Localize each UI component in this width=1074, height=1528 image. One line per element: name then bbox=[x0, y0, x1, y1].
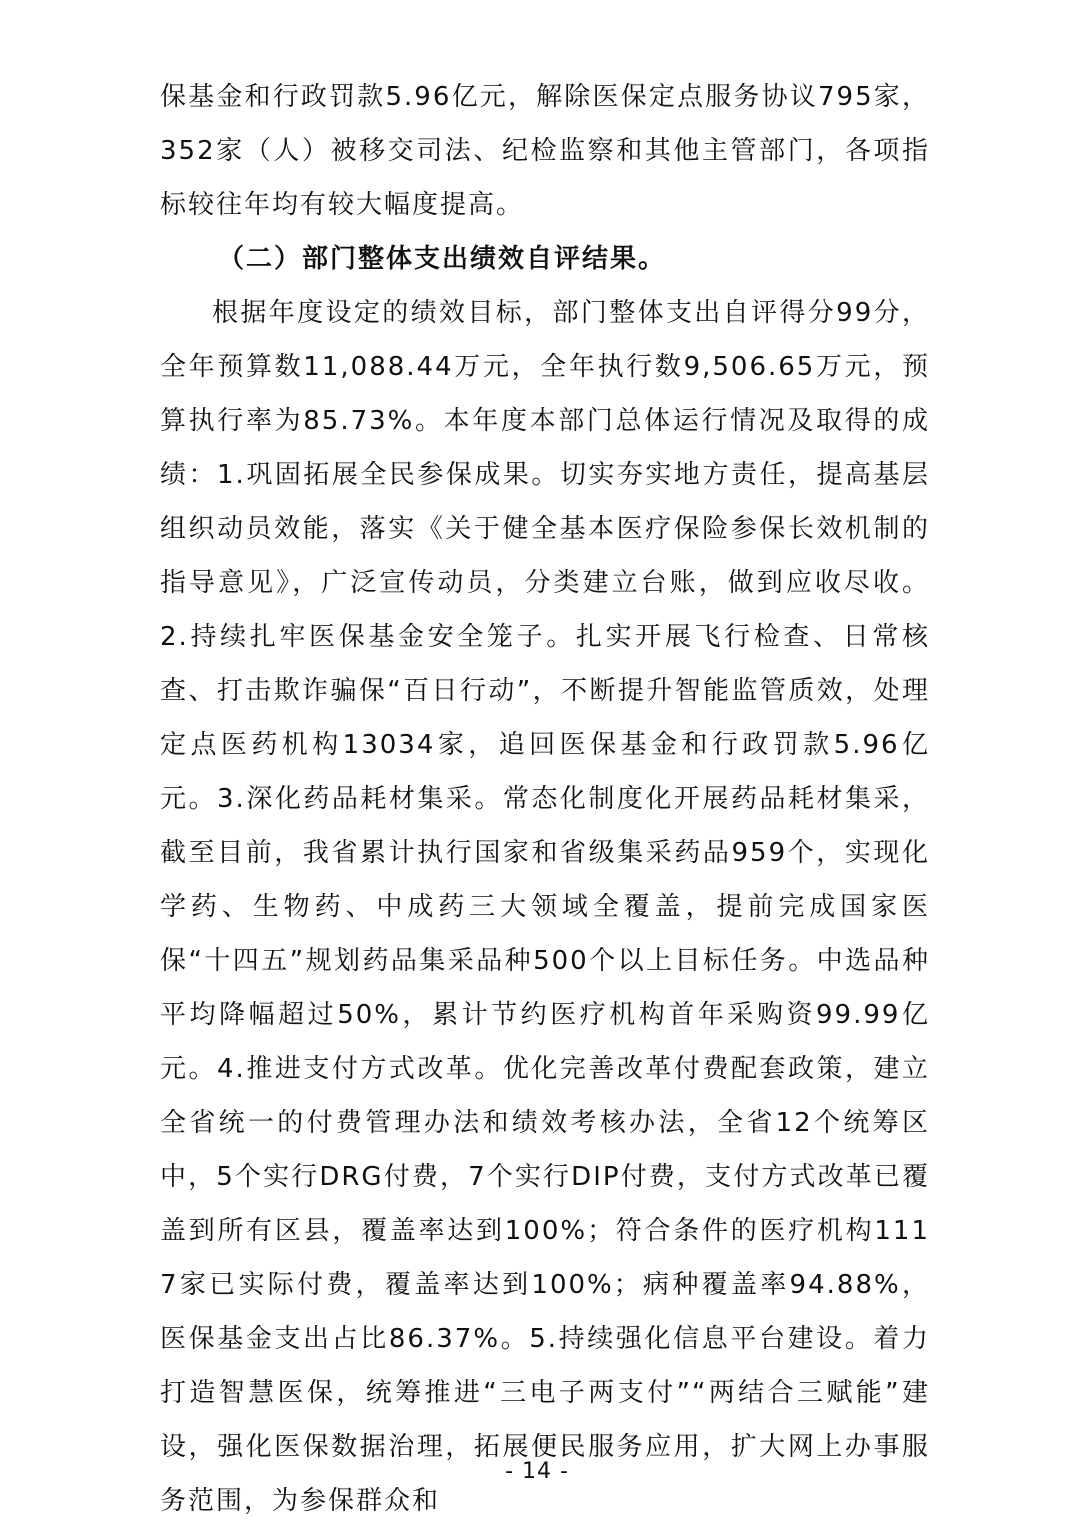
paragraph-self-evaluation: 根据年度设定的绩效目标，部门整体支出自评得分99分，全年预算数11,088.44万元，全年执行数9,506.65万元，预算执行率为85.73%。本年度本部门总体运行情况及取得的成绩：1.巩固拓展全民参保成果。切实夯实地方责任，提高基层组织动员效能，落实《关于健全基本医疗保险参保长效机制的指导意见》，广泛宣传动员，分类建立台账，做到应收尽收。2.持续扎牢医保基金安全笼子。扎实开展飞行检查、日常核查、打击欺诈骗保“百日行动”，不断提升智能监管质效，处理定点医药机构13034家，追回医保基金和行政罚款5.96亿元。3.深化药品耗材集采。常态化制度化开展药品耗材集采，截至目前，我省累计执行国家和省级集采药品959个，实现化学药、生物药、中成药三大领域全覆盖，提前完成国家医保“十四五”规划药品集采品种500个以上目标任务。中选品种平均降幅超过50%，累计节约医疗机构首年采购资99.99亿元。4.推进支付方式改革。优化完善改革付费配套政策，建立全省统一的付费管理办法和绩效考核办法，全省12个统筹区中，5个实行DRG付费，7个实行DIP付费，支付方式改革已覆盖到所有区县，覆盖率达到100%；符合条件的医疗机构1117家已实际付费，覆盖率达到100%；病种覆盖率94.88%，医保基金支出占比86.37%。5.持续强化信息平台建设。着力打造智慧医保，统筹推进“三电子两支付”“两结合三赋能”建设，强化医保数据治理，拓展便民服务应用，扩大网上办事服务范围，为参保群众和 bbox=[160, 298, 930, 1516]
paragraph-continuation: 保基金和行政罚款5.96亿元，解除医保定点服务协议795家，352家（人）被移交司法、纪检监察和其他主管部门，各项指标较往年均有较大幅度提高。 bbox=[160, 82, 930, 220]
section-heading: （二）部门整体支出绩效自评结果。 bbox=[218, 244, 667, 274]
page-number: - 14 - bbox=[505, 1459, 569, 1484]
document-body bbox=[160, 70, 930, 1528]
